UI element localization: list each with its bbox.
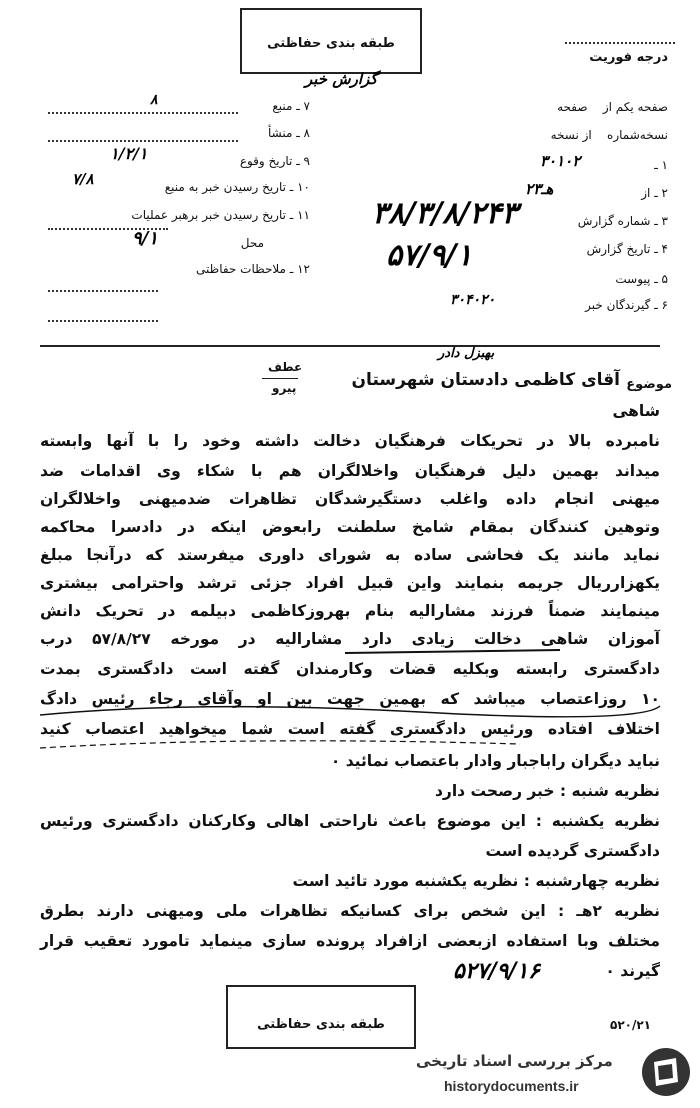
strike-mark <box>40 741 520 748</box>
field-receipt-date-leader: ۱۱ ـ تاریخ رسیدن خبر برهبر عملیات <box>131 208 310 222</box>
body-line: دادگستری رابسته وبکلیه قضات وکارمندان گفته است دادگستری بمدت <box>40 660 660 678</box>
footer-date: ۵۲۷/۹/۱۶ <box>453 958 540 984</box>
subject-margin-divider <box>262 378 298 379</box>
bottom-left-code: ۵۲۰/۲۱ <box>610 1018 652 1032</box>
body-line: نظریه شنبه : خبر رصحت دارد <box>434 782 660 800</box>
body-line: ۱۰ روزاعتصاب میباشد که بهمین جهت بین او وآقای رجاء رئیس دادگ <box>40 690 660 708</box>
body-line: نباید دیگران راباجبار وادار باعتصاب نمائید ۰ <box>330 752 660 770</box>
field-event-date: ۹ ـ تاریخ وقوع <box>239 154 310 168</box>
subject-label: موضوع <box>626 377 672 392</box>
field-origin-dots <box>48 140 238 142</box>
body-line: نامبرده بالا در تحریکات فرهنگیان دخالت داشته وخود را با آنها وابسته <box>40 432 660 450</box>
body-line: دادگستری گردیده است <box>485 842 660 860</box>
body-line: مختلف وبا استفاده ازبعضی ازافراد پرونده سازی مینماید تامورد تعقیب قرار <box>40 932 660 950</box>
body-line: نماید مانند یک فحاشی ساده به شورای داوری میفرستد که درآنجا مبلغ <box>40 546 660 564</box>
underline-mark <box>345 650 560 653</box>
field-recipients-value: ۳۰۴۰۲۰ <box>450 292 496 308</box>
field-source-value: ۸ <box>150 92 158 108</box>
bottom-stamp-classification: طبقه بندی حفاظتی <box>257 1017 385 1032</box>
priority-label: درجه فوریت <box>589 50 668 65</box>
field-location-value: ۹/۱ <box>132 228 158 249</box>
body-line: میداند بهمین دلیل فرهنگیان واخلالگران هم با شکاء وی اقدامات ضد <box>40 462 660 480</box>
field-1-value: ۳۰۱۰۲ <box>540 152 581 170</box>
subject-follow-up: پیرو <box>272 381 297 395</box>
watermark-title: مرکز بررسی اسناد تاریخی <box>416 1052 613 1070</box>
field-report-date: ۴ ـ تاریخ گزارش <box>586 242 668 256</box>
field-source-dots <box>48 112 238 114</box>
body-line: اختلاف افتاده ورئیس دادگستری گفته است شما میخواهید اعتصاب کنید <box>40 720 660 738</box>
report-form-title: گزارش خبر <box>305 70 378 88</box>
field-location: محل <box>240 236 264 250</box>
field-security-notes-dots <box>48 290 158 292</box>
field-report-number: ۳ ـ شماره گزارش <box>577 214 668 228</box>
body-line: مینمایند ضمناً فرزند مشارالیه بنام بهروزکاظمی دبیلمه در تحریک دانش <box>40 602 660 620</box>
field-security-notes: ۱۲ ـ ملاحظات حفاظتی <box>196 262 310 276</box>
body-line: گیرند ۰ <box>605 962 660 980</box>
subject-reference: عطف <box>268 360 303 374</box>
field-receipt-date-source-value: ۷/۸ <box>72 170 94 188</box>
body-line: میهنی انجام داده واغلب دستگیرشدگان تظاهرات ضدمیهنی واخلالگران <box>40 490 660 508</box>
field-attachment: ۵ ـ پیوست <box>615 272 668 286</box>
body-line: وتوهین کنندگان بمقام شامخ سلطنت رابعوض اینکه در دادسرا محاکمه <box>40 518 660 536</box>
field-1: ۱ ـ <box>654 158 668 172</box>
field-event-date-value: ۱/۲/۱ <box>110 144 148 163</box>
field-recipients: ۶ ـ گیرندگان خبر <box>585 298 668 312</box>
priority-underline <box>565 42 675 44</box>
field-copy-number: نسخه‌شماره از نسخه <box>550 128 668 142</box>
body-line: نظریه چهارشنبه : نظریه یکشنبه مورد تائید است <box>292 872 660 890</box>
header-separator <box>40 345 660 347</box>
field-report-date-value: ۵۷/۹/۱ <box>386 238 473 273</box>
body-line: نظریه یکشنبه : این موضوع باعث ناراحتی اهالی وکارکنان دادگستری ورئیس <box>40 812 660 830</box>
field-report-number-value: ۳۸/۳/۸/۲۴۳ <box>372 196 518 231</box>
field-security-notes-dots-2 <box>48 320 158 322</box>
body-line: آموزان شاهی دخالت زیادی دارد مشارالیه در مورخه ۵۷/۸/۲۷ درب <box>40 630 660 648</box>
field-receipt-date-source: ۱۰ ـ تاریخ رسیدن خبر به منبع <box>164 180 310 194</box>
body-line: یکهزارریال جریمه بنمایند واین قبیل افراد جزئی ترشد واحترامی بیشتری <box>40 574 660 592</box>
top-classification-stamp <box>240 8 422 74</box>
field-source: ۷ ـ منبع <box>272 99 310 113</box>
subject-annotation: بهبزل دادر <box>438 346 495 361</box>
top-stamp-classification: طبقه بندی حفاظتی <box>267 36 395 51</box>
field-from: ۲ ـ از <box>641 186 668 200</box>
field-page: صفحه یکم از صفحه <box>557 100 668 114</box>
body-line: نظریه ۲هـ : این شخص برای کسانیکه تظاهرات ملی ومیهنی دارند بطرق <box>40 902 660 920</box>
watermark-url: historydocuments.ir <box>444 1078 579 1094</box>
body-line: شاهی <box>612 402 660 420</box>
watermark-logo-icon <box>640 1046 692 1098</box>
field-origin: ۸ ـ منشأ <box>267 126 310 140</box>
bottom-classification-stamp <box>226 985 416 1049</box>
subject-text: آقای کاظمی دادستان شهرستان <box>351 370 620 390</box>
field-from-value: ۲هـ۳ <box>525 180 554 198</box>
